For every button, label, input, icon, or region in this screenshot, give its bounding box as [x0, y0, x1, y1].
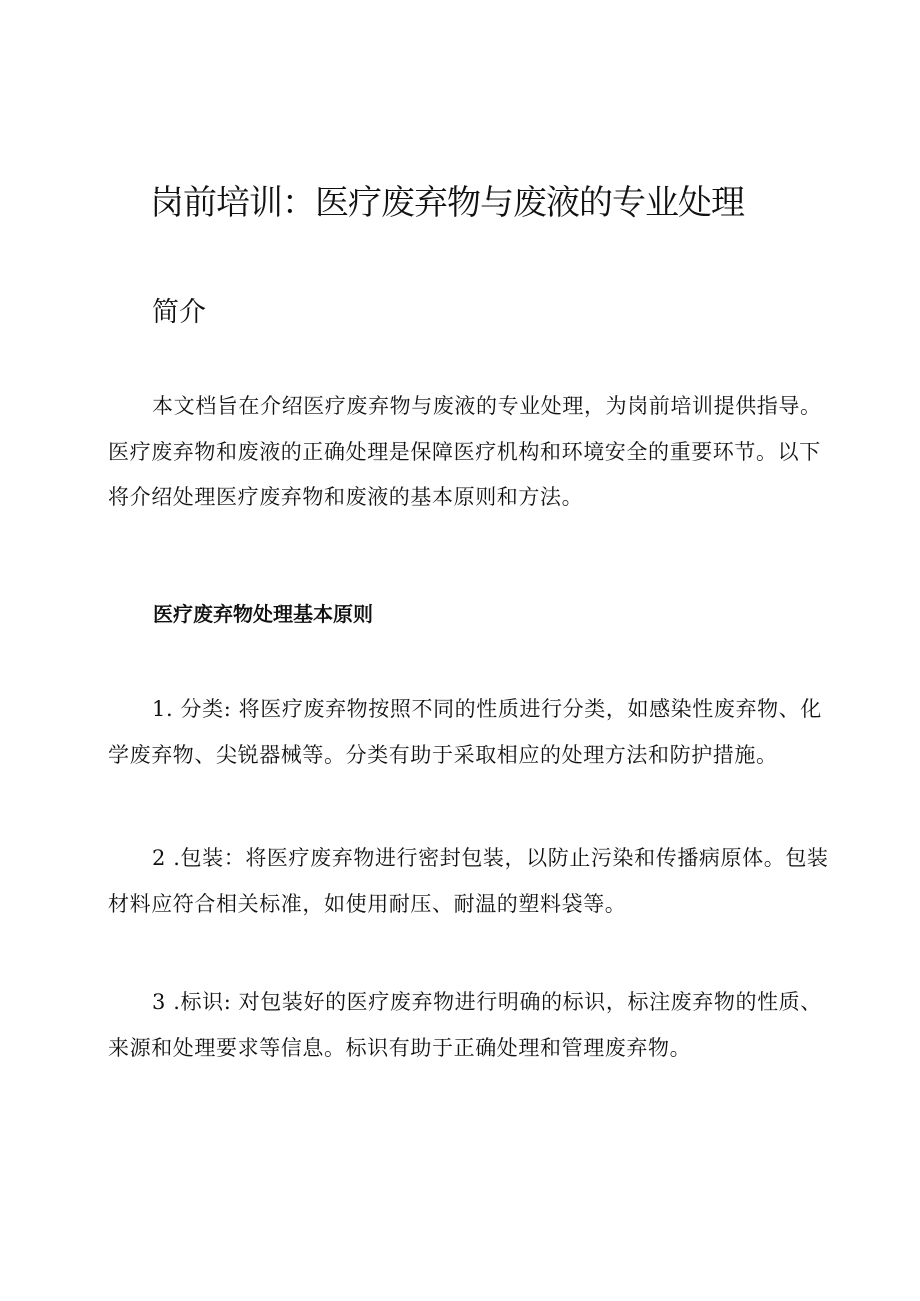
principles-heading: 医疗废弃物处理基本原则 [153, 602, 373, 626]
document-title: 岗前培训：医疗废弃物与废液的专业处理 [150, 183, 744, 223]
intro-paragraph: 本文档旨在介绍医疗废弃物与废液的专业处理，为岗前培训提供指导。医疗废弃物和废液的正确处理是保障医疗机构和环境安全的重要环节。以下将介绍处理医疗废弃物和废液的基本原则和方法。 [108, 394, 822, 509]
principle-item-text: 标识: 对包装好的医疗废弃物进行明确的标识，标注废弃物的性质、来源和处理要求等信息。标识有助于正确处理和管理废弃物。 [108, 990, 822, 1060]
principle-item-text: 分类: 将医疗废弃物按照不同的性质进行分类，如感染性废弃物、化学废弃物、尖锐器械等。分类有助于采取相应的处理方法和防护措施。 [108, 697, 822, 767]
principle-item-packaging [108, 836, 838, 927]
principle-item-text: 包装：将医疗废弃物进行密封包装，以防止污染和传播病原体。包装材料应符合相关标准，如使用耐压、耐温的塑料袋等。 [108, 846, 829, 916]
principle-item-labeling [108, 980, 838, 1071]
principle-item-classification [108, 687, 838, 778]
intro-heading: 简介 [152, 297, 206, 328]
principle-item-number: 3 . [152, 990, 181, 1014]
principle-item-number: 2 . [152, 846, 181, 870]
principle-item-number: 1. [152, 697, 181, 721]
